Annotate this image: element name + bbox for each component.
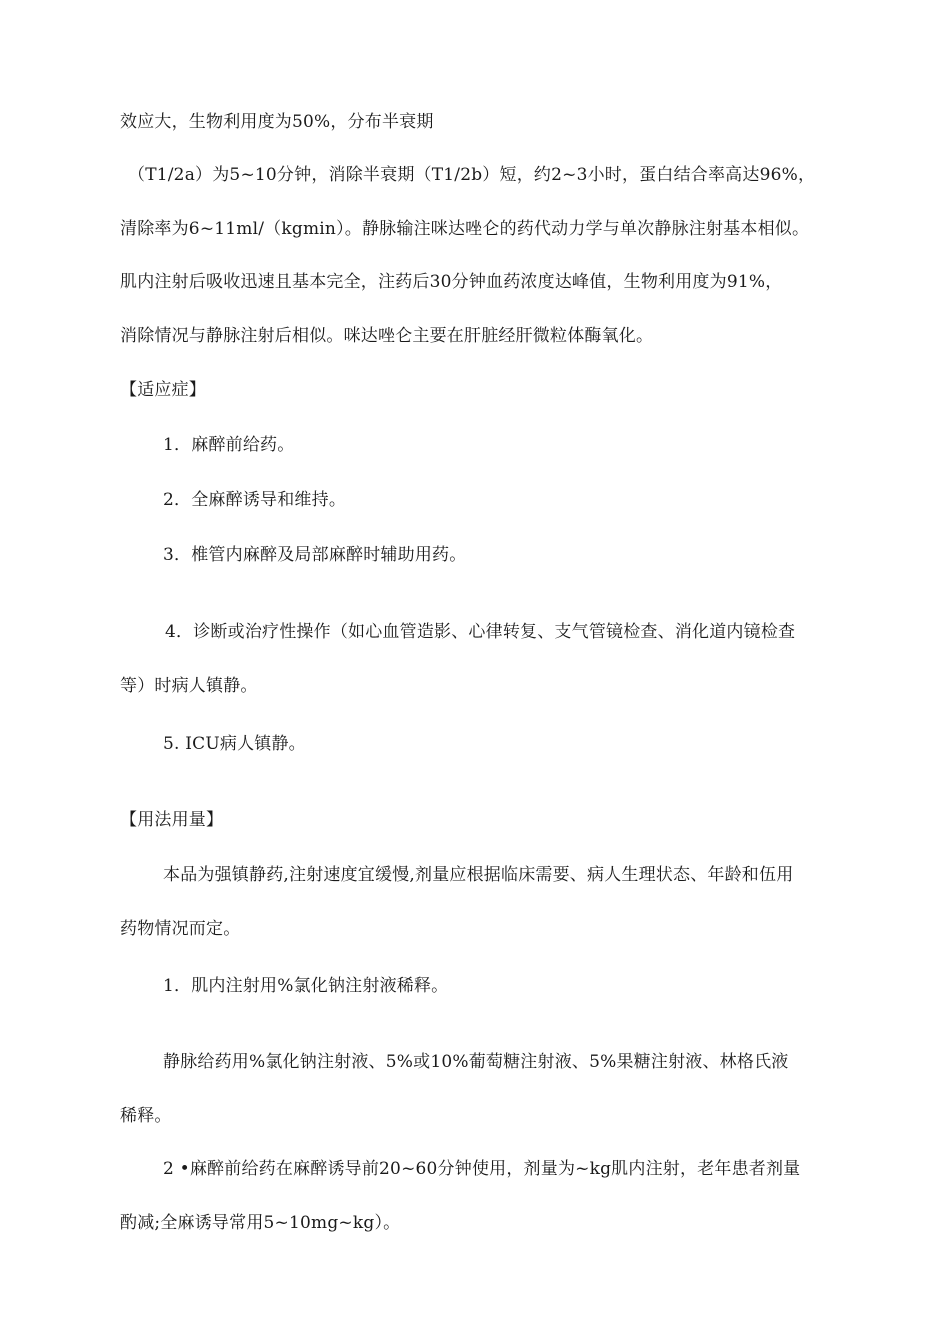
section-heading-dosage: 【用法用量】 bbox=[120, 810, 224, 830]
paragraph-line: 稀释。 bbox=[120, 1106, 172, 1126]
paragraph-line: 清除率为6~11ml/（kgmin）。静脉输注咪达唑仑的药代动力学与单次静脉注射基本相似。 bbox=[120, 219, 810, 239]
paragraph-line: 消除情况与静脉注射后相似。咪达唑仑主要在肝脏经肝微粒体酶氧化。 bbox=[120, 326, 654, 346]
paragraph-line: 本品为强镇静药,注射速度宜缓慢,剂量应根据临床需要、病人生理状态、年龄和伍用 bbox=[163, 865, 794, 885]
paragraph-line: 效应大，生物利用度为50%，分布半衰期 bbox=[120, 112, 434, 132]
list-item-continuation: 等）时病人镇静。 bbox=[120, 676, 258, 696]
list-item: 1．肌内注射用%氯化钠注射液稀释。 bbox=[163, 976, 449, 996]
section-heading-indications: 【适应症】 bbox=[120, 380, 206, 400]
list-item: 4．诊断或治疗性操作（如心血管造影、心律转复、支气管镜检查、消化道内镜检查 bbox=[165, 622, 796, 642]
list-item-continuation: 酌减;全麻诱导常用5~10mg~kg）。 bbox=[120, 1213, 401, 1233]
paragraph-line: 肌内注射后吸收迅速且基本完全，注药后30分钟血药浓度达峰值，生物利用度为91%， bbox=[120, 272, 783, 292]
paragraph-line: 静脉给药用%氯化钠注射液、5%或10%葡萄糖注射液、5%果糖注射液、林格氏液 bbox=[163, 1052, 789, 1072]
paragraph-line: 药物情况而定。 bbox=[120, 919, 241, 939]
paragraph-line: （T1/2a）为5~10分钟，消除半衰期（T1/2b）短，约2~3小时，蛋白结合率高达96%， bbox=[128, 165, 816, 185]
list-item: 3．椎管内麻醉及局部麻醉时辅助用药。 bbox=[163, 545, 467, 565]
list-item: 5. ICU病人镇静。 bbox=[163, 734, 306, 754]
list-item: 1．麻醉前给药。 bbox=[163, 435, 295, 455]
list-item: 2．全麻醉诱导和维持。 bbox=[163, 490, 347, 510]
list-item: 2 •麻醉前给药在麻醉诱导前20~60分钟使用，剂量为~kg肌内注射，老年患者剂量 bbox=[163, 1159, 801, 1179]
